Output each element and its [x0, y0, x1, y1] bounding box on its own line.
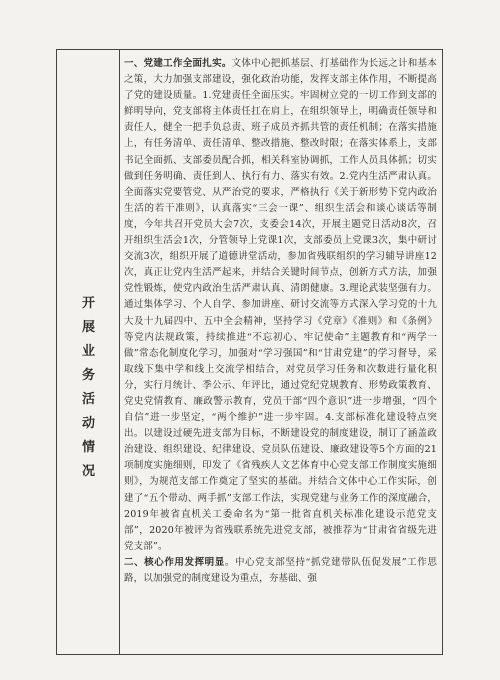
section-label-char: 动 [81, 416, 95, 431]
label-column [57, 50, 120, 654]
paragraph-core-role [124, 555, 437, 587]
section-label-char: 展 [81, 320, 95, 335]
section-label-char: 业 [81, 344, 95, 359]
form-table [56, 49, 443, 655]
content-cell [124, 56, 437, 587]
section2-heading: 二、核心作用发挥明显 [124, 556, 225, 568]
section-label-char: 情 [81, 440, 95, 455]
section-label-char: 务 [81, 368, 95, 383]
section1-heading: 一、党建工作全面扎实。 [124, 58, 232, 69]
section-label-char: 况 [81, 464, 95, 479]
section1-body: 文体中心把抓基层、打基础作为长远之计和基本之策，大力加强支部建设，强化政治功能，发挥支部主体作用，不断提高了党的建设质量。1.党建责任全面压实。牢固树立党的一切工作到支部的鲜明导向，党支部将主体责任扛在肩上，在组织领导上，明确责任领导和责任人，健全一把手负总责、班子成员齐抓共管的责任机制；在落实措施上，有任务清单、责任清单、整改措施、整改时限；在落实体系上，支部书记全面抓、支部委员配合抓，相关科室协调抓，工作人员具体抓；切实做到任务明确、责任到人、执行有力、落实有效。2.党内生活严肃认真。全面落实党要管党、从严治党的要求，严格执行《关于新形势下党内政治生活的若干准则》，认真落实“三会一课”、组织生活会和谈心谈话等制度，今年共召开党员大会7次，支委会14次，开展主题党日活动8次，召开组织生活会1次，分管领导上党课1次，支部委员上党课3次，集中研讨交流3次，组织开展了道德讲堂活动，参加省残联组织的学习辅导讲座12次，真正让党内生活严起来，并结合关键时间节点，创新方式方法，加强党性锻炼，使党内政治生活严肃认真、清朗健康。3.理论武装坚强有力。通过集体学习、个人自学、参加讲座、研讨交流等方式深入学习党的十九大及十九届四中、五中全会精神，坚持学习《党章》《准则》和《条例》等党内法规政策，持续推进“不忘初心、牢记使命”主题教育和“两学一做”常态化制度化学习，加强对“学习强国”和“甘肃党建”的学习督导，采取线下集中学和线上交流学相结合，对党员学习任务和次数进行量化积分，实行月统计、季公示、年评比，通过党纪党规教育、形势政策教育、党史党情教育、廉政警示教育，党员干部“四个意识”进一步增强，“四个自信”进一步坚定，“两个维护”进一步牢固。4.支部标准化建设特点突出。以建设过硬先进支部为目标，不断建设党的制度建设，制订了涵盖政治建设、组织建设、纪律建设、党员队伍建设、廉政建设等5个方面的21项制度实施细则，印发了《省残疾人文艺体育中心党支部工作制度实施细则》，为规范支部工作奠定了坚实的基础。并结合文体中心工作实际，创建了“五个带动、两手抓”支部工作法，实现党建与业务工作的深度融合，2019年被省直机关工委命名为“第一批省直机关标准化建设示范党支部”，2020年被评为省残联系统先进党支部，被推荐为“甘肃省省级先进党支部”。 [124, 58, 437, 552]
section-label [57, 292, 120, 484]
paragraph-party-building [124, 56, 437, 555]
section2-body: 。中心党支部坚持“抓党建带队伍促发展”工作思路，以加强党的制度建设为重点，夯基础、强 [124, 556, 437, 584]
section-label-char: 开 [81, 296, 95, 311]
section-label-char: 活 [81, 392, 95, 407]
